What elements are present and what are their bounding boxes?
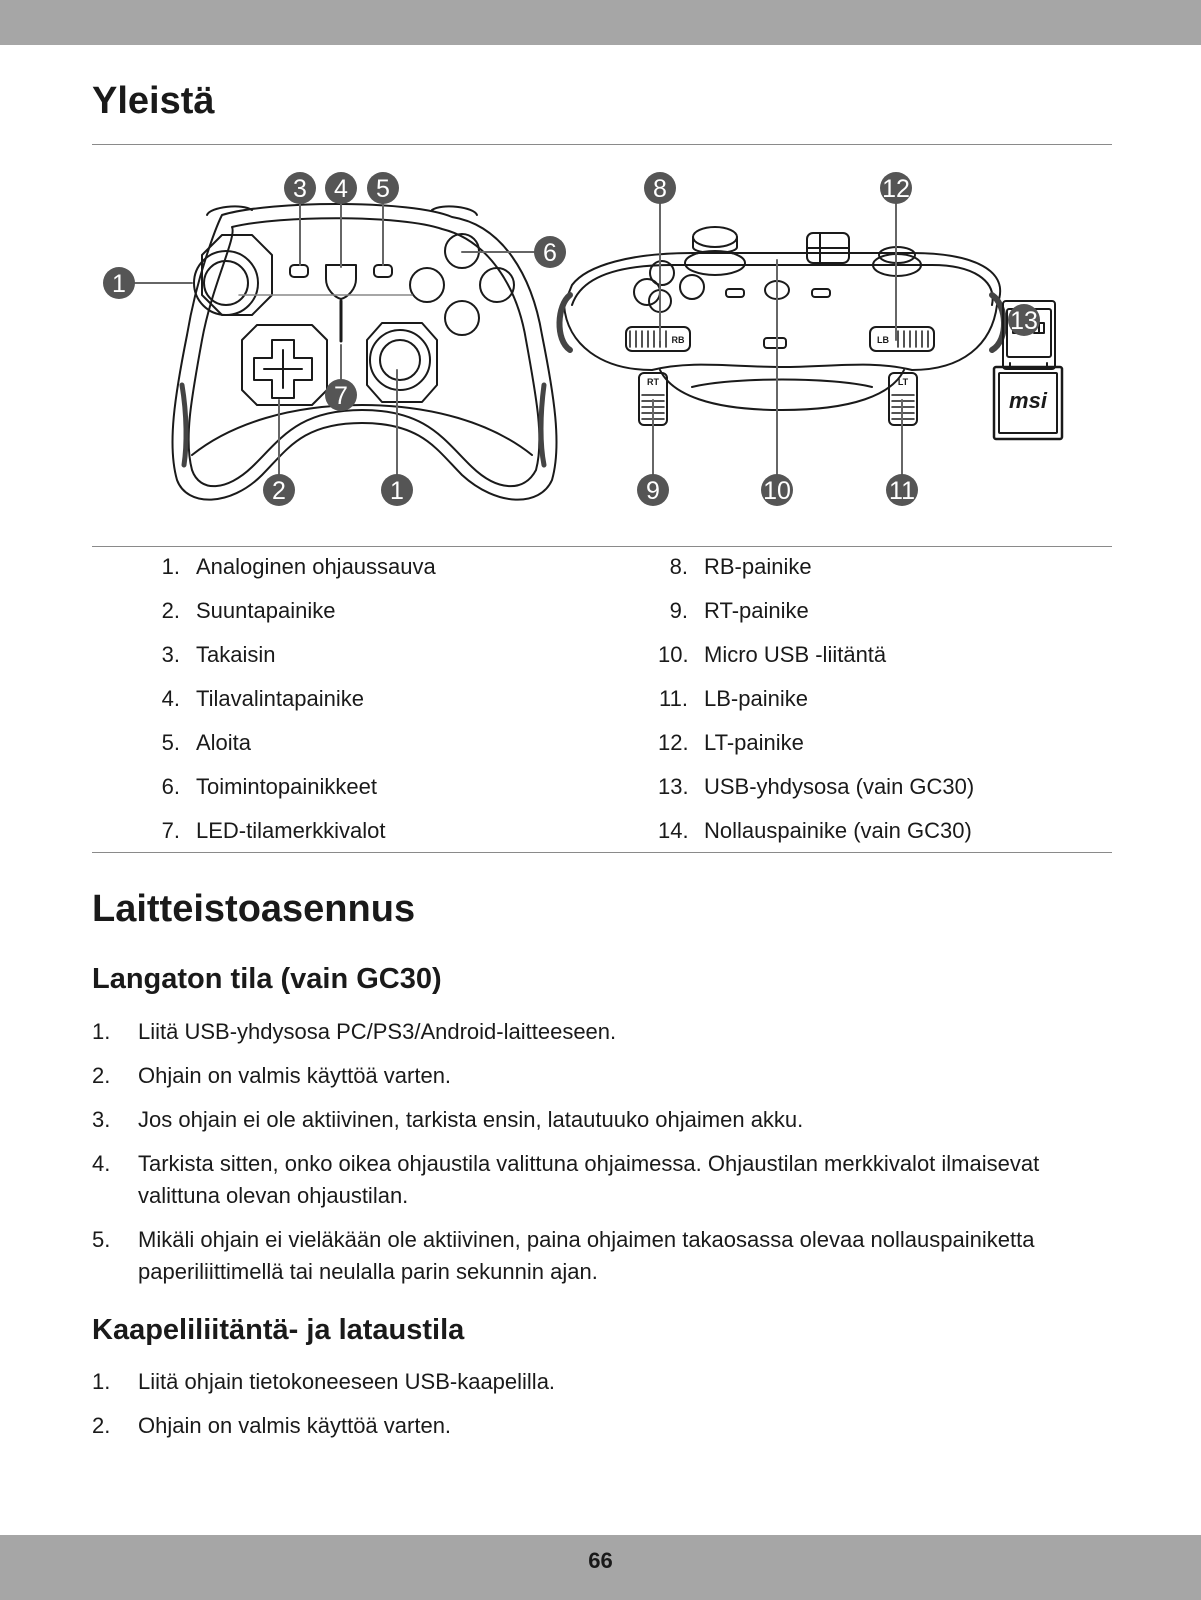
svg-text:12: 12 <box>882 175 910 203</box>
page-number: 66 <box>588 1548 613 1573</box>
divider <box>92 144 1112 145</box>
rb-label: RB <box>671 335 685 345</box>
header-bar <box>0 0 1201 45</box>
callout-4 <box>325 172 357 204</box>
lb-label: LB <box>877 335 889 345</box>
callout-8 <box>644 172 676 204</box>
callout-11 <box>886 474 918 506</box>
list-item: 5. Mikäli ohjain ei vieläkään ole aktiivinen, paina ohjaimen takaosassa olevaa nollauspainiketta paperiliittimellä tai neulalla parin sekunnin ajan. <box>92 1227 1035 1284</box>
subsection-title-wired: Kaapeliliitäntä- ja lataustila <box>92 1314 465 1346</box>
callout-1-right <box>381 474 413 506</box>
svg-text:11: 11 <box>889 477 915 505</box>
lt-label: LT <box>897 377 909 387</box>
svg-text:1: 1 <box>390 477 404 505</box>
callout-10 <box>761 474 793 506</box>
section-title-overview: Yleistä <box>92 80 215 122</box>
controller-diagram <box>92 155 1112 525</box>
rt-label: RT <box>647 377 659 387</box>
svg-text:13: 13 <box>1010 307 1038 335</box>
svg-text:2: 2 <box>272 477 286 505</box>
controller-front-view <box>172 204 556 500</box>
section-title-install: Laitteistoasennus <box>92 888 416 930</box>
list-item: 3. Jos ohjain ei ole aktiivinen, tarkista ensin, latautuuko ohjaimen akku. <box>92 1107 804 1132</box>
svg-text:4: 4 <box>334 175 348 203</box>
callout-12 <box>880 172 912 204</box>
list-item: 1. Liitä USB-yhdysosa PC/PS3/Android-laitteeseen. <box>92 1019 617 1044</box>
msi-logo: msi <box>1009 388 1047 413</box>
svg-text:10: 10 <box>763 477 791 505</box>
list-item: 4. Tarkista sitten, onko oikea ohjaustila valittuna ohjaimessa. Ohjaustilan merkkivalot ilmaisevat valittuna olevan ohjaustilan. <box>92 1151 1040 1208</box>
callout-2 <box>263 474 295 506</box>
callout-7 <box>325 379 357 411</box>
callout-9 <box>637 474 669 506</box>
svg-text:8: 8 <box>653 175 667 203</box>
list-item: 1. Liitä ohjain tietokoneeseen USB-kaapelilla. <box>92 1369 556 1394</box>
subsection-title-wireless: Langaton tila (vain GC30) <box>92 963 442 995</box>
callout-3 <box>284 172 316 204</box>
list-item: 2. Ohjain on valmis käyttöä varten. <box>92 1413 452 1438</box>
callout-5 <box>367 172 399 204</box>
svg-text:1: 1 <box>112 270 126 298</box>
svg-text:9: 9 <box>646 477 660 505</box>
svg-text:3: 3 <box>293 175 307 203</box>
svg-text:5: 5 <box>376 175 390 203</box>
wireless-steps <box>92 1016 1052 1300</box>
controller-top-view <box>559 227 1004 425</box>
divider <box>92 852 1112 853</box>
callout-1-left <box>103 267 135 299</box>
list-item: 2. Ohjain on valmis käyttöä varten. <box>92 1063 452 1088</box>
callout-6 <box>534 236 566 268</box>
svg-text:6: 6 <box>543 239 557 267</box>
wired-steps <box>92 1366 1052 1454</box>
svg-text:7: 7 <box>334 382 348 410</box>
callout-13 <box>1008 304 1040 336</box>
